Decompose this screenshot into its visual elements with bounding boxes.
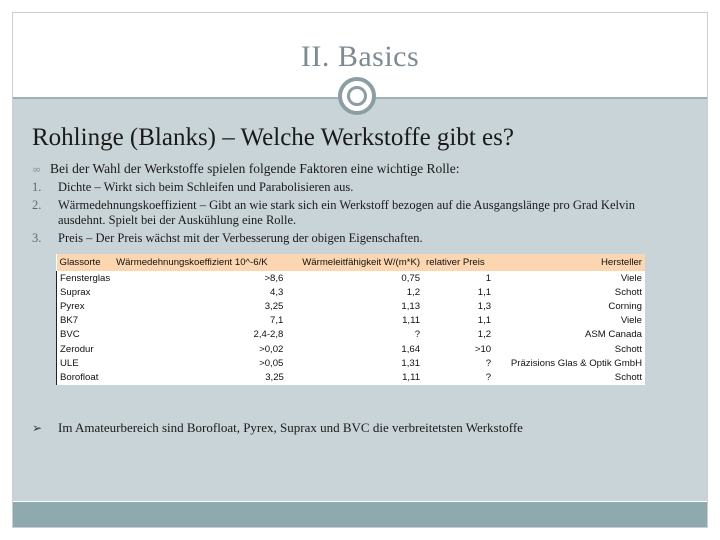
table-row [57,356,646,370]
header-relativer-preis: relativer Preis [423,254,494,271]
table-header-row [57,254,646,271]
cell-glassorte: Suprax [57,285,114,299]
cell-waermeleitfaehigkeit: 1,11 [402,371,421,383]
list-item [32,198,672,228]
cell-relativer-preis: >10 [474,343,492,355]
cell-glassorte: Fensterglas [57,271,114,285]
cell-glassorte: ULE [57,356,114,370]
header-waermedehnung: Wärmedehnungskoeffizient 10^-6/K [113,254,287,271]
table-row [57,314,646,328]
header-waermeleitfaehigkeit: Wärmeleitfähigkeit W/(m*K) [287,254,423,271]
cell-hersteller: Viele [620,315,642,327]
cell-glassorte: Zerodur [57,342,114,356]
cell-waermeleitfaehigkeit: 1,13 [401,300,421,312]
circle-inner-ring [347,86,367,106]
cell-hersteller: Corning [608,300,642,312]
list-marker: 3. [32,231,42,245]
cell-hersteller: Schott [614,343,642,355]
cell-relativer-preis: ? [485,371,492,383]
cell-hersteller: Präzisions Glas & Optik GmbH [510,357,642,369]
cell-waermedehnung: >0,02 [259,343,284,355]
table-row [57,299,646,313]
table-row [57,271,646,285]
list-item [32,231,672,246]
factor-list [32,180,672,249]
intro-text: Bei der Wahl der Werkstoffe spielen folgende Faktoren eine wichtige Rolle: [50,161,460,176]
cell-waermedehnung: 2,4-2,8 [253,329,284,341]
arrow-bullet-icon: ➢ [32,421,43,435]
cell-relativer-preis: 1,3 [477,300,492,312]
list-marker: 1. [32,180,42,194]
cell-waermeleitfaehigkeit: 1,2 [406,286,421,298]
table-row [57,328,646,342]
cell-waermeleitfaehigkeit: 1,31 [401,357,421,369]
list-marker: 2. [32,198,42,212]
cell-hersteller: Schott [614,371,642,383]
cell-waermeleitfaehigkeit: 1,11 [402,315,421,327]
cell-hersteller: Schott [614,286,642,298]
cell-waermedehnung: 4,3 [270,286,284,298]
header-glassorte: Glassorte [57,254,114,271]
cell-waermedehnung: >8,6 [264,272,284,284]
cell-relativer-preis: 1,1 [477,286,492,298]
table-row [57,285,646,299]
list-item-text: Wärmedehnungskoeffizient – Gibt an wie stark sich ein Werkstoff bezogen auf die Ausgangslänge pro Grad Kelvin ausdehnt. Spielt bei der Auskühlung eine Rolle. [58,198,635,227]
cell-relativer-preis: 1,2 [477,329,492,341]
cell-waermedehnung: 7,1 [270,315,284,327]
glass-materials-table [56,254,645,385]
list-item-text: Dichte – Wirkt sich beim Schleifen und Parabolisieren aus. [58,180,354,194]
cell-waermedehnung: >0,05 [259,357,284,369]
intro-line [32,161,459,177]
cell-waermedehnung: 3,25 [265,371,284,383]
list-item [32,180,672,195]
table-row [57,370,646,384]
slide-title: II. Basics [300,40,420,73]
cell-waermeleitfaehigkeit: 1,64 [401,343,421,355]
cell-glassorte: Borofloat [57,370,114,384]
cell-waermeleitfaehigkeit: ? [414,329,421,341]
bullet-icon: ∞ [32,163,42,176]
cell-hersteller: ASM Canada [584,329,642,341]
cell-glassorte: BK7 [57,314,114,328]
cell-relativer-preis: 1,1 [477,315,492,327]
cell-hersteller: Viele [620,272,642,284]
cell-waermeleitfaehigkeit: 0,75 [401,272,421,284]
summary-note [32,420,523,436]
cell-waermedehnung: 3,25 [264,300,284,312]
footer-band [13,502,707,527]
note-text: Im Amateurbereich sind Borofloat, Pyrex, Suprax und BVC die verbreitetsten Werkstoffe [58,420,523,435]
circle-ornament-icon [338,77,376,115]
section-heading: Rohlinge (Blanks) – Welche Werkstoffe gibt es? [32,124,514,151]
cell-glassorte: Pyrex [57,299,114,313]
table-row [57,342,646,356]
cell-relativer-preis: 1 [485,272,492,284]
list-item-text: Preis – Der Preis wächst mit der Verbesserung der obigen Eigenschaften. [58,231,423,245]
header-hersteller: Hersteller [494,254,645,271]
cell-relativer-preis: ? [485,357,492,369]
cell-glassorte: BVC [57,328,114,342]
